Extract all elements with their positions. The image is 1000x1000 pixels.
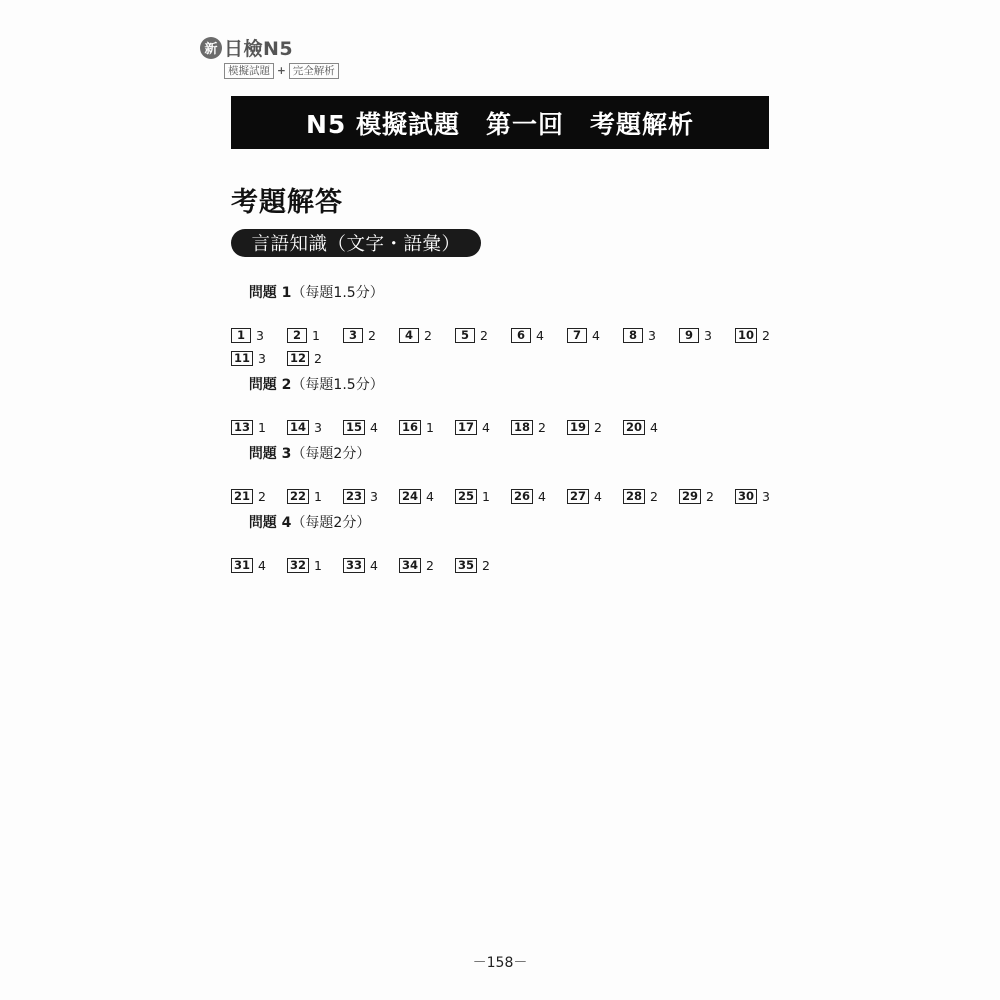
question-number-box: 16 (399, 420, 421, 435)
answer-value: 2 (314, 351, 322, 366)
answer-item (343, 324, 399, 347)
answer-value: 1 (314, 558, 322, 573)
answer-value: 3 (258, 351, 266, 366)
answer-value: 2 (594, 420, 602, 435)
subtitle-right: 完全解析 (289, 63, 339, 79)
question-number-box: 3 (343, 328, 363, 343)
answer-value: 4 (258, 558, 266, 573)
question-number-box: 28 (623, 489, 645, 504)
answer-value: 4 (536, 328, 544, 343)
question-number-box: 26 (511, 489, 533, 504)
question-number-box: 1 (231, 328, 251, 343)
question-number-box: 30 (735, 489, 757, 504)
answer-item (679, 324, 735, 347)
question-number-box: 34 (399, 558, 421, 573)
new-badge-icon: 新 (200, 37, 222, 59)
answer-value: 2 (258, 489, 266, 504)
question-number-box: 4 (399, 328, 419, 343)
question-group-header (231, 358, 791, 412)
question-number-box: 15 (343, 420, 365, 435)
answer-value: 2 (368, 328, 376, 343)
question-group-points: （每題2分） (291, 515, 371, 531)
question-number-box: 12 (287, 351, 309, 366)
question-number-box: 2 (287, 328, 307, 343)
answer-list (231, 554, 791, 577)
section-title: 考題解答 (231, 187, 343, 218)
category-pill (231, 229, 481, 257)
question-number-box: 21 (231, 489, 253, 504)
answer-value: 1 (258, 420, 266, 435)
question-number-box: 5 (455, 328, 475, 343)
answer-value: 4 (482, 420, 490, 435)
answer-value: 1 (314, 489, 322, 504)
question-group-label: 問題 3 (248, 446, 292, 462)
question-group-label: 問題 1 (248, 285, 292, 301)
answer-item (287, 324, 343, 347)
answer-value: 4 (650, 420, 658, 435)
answer-value: 3 (762, 489, 770, 504)
answer-value: 2 (426, 558, 434, 573)
question-number-box: 25 (455, 489, 477, 504)
answer-value: 2 (480, 328, 488, 343)
question-number-box: 23 (343, 489, 365, 504)
question-number-box: 33 (343, 558, 365, 573)
answer-value: 4 (370, 420, 378, 435)
answer-value: 2 (706, 489, 714, 504)
question-number-box: 18 (511, 420, 533, 435)
question-group-points: （每題1.5分） (291, 285, 384, 301)
answer-value: 1 (312, 328, 320, 343)
book-subtitle (224, 63, 339, 79)
question-group-header (231, 496, 791, 550)
answer-value: 4 (370, 558, 378, 573)
question-group-header (231, 427, 791, 481)
category-label: 言語知識（文字・語彙） (251, 234, 461, 255)
answer-value: 1 (426, 420, 434, 435)
subtitle-plus: + (277, 65, 286, 77)
answer-item (567, 324, 623, 347)
answer-item (735, 324, 791, 347)
question-number-box: 7 (567, 328, 587, 343)
question-number-box: 6 (511, 328, 531, 343)
answer-value: 3 (648, 328, 656, 343)
answer-value: 2 (538, 420, 546, 435)
answer-item (399, 324, 455, 347)
answer-value: 3 (370, 489, 378, 504)
question-number-box: 14 (287, 420, 309, 435)
question-number-box: 17 (455, 420, 477, 435)
answer-item (455, 554, 511, 577)
chapter-banner (231, 96, 769, 149)
answer-item (455, 324, 511, 347)
answer-item (231, 324, 287, 347)
book-logo (200, 34, 339, 79)
answer-value: 1 (482, 489, 490, 504)
question-number-box: 32 (287, 558, 309, 573)
question-number-box: 35 (455, 558, 477, 573)
answer-value: 3 (314, 420, 322, 435)
question-number-box: 10 (735, 328, 757, 343)
question-number-box: 8 (623, 328, 643, 343)
page-number: －158－ (472, 955, 528, 971)
question-number-box: 20 (623, 420, 645, 435)
question-group-header (231, 266, 791, 320)
question-group-4 (231, 496, 791, 577)
answer-item (287, 554, 343, 577)
answer-item (511, 324, 567, 347)
answer-value: 4 (538, 489, 546, 504)
question-group-label: 問題 2 (248, 377, 292, 393)
answer-value: 3 (256, 328, 264, 343)
answer-value: 4 (592, 328, 600, 343)
question-number-box: 24 (399, 489, 421, 504)
answer-item (623, 324, 679, 347)
question-number-box: 31 (231, 558, 253, 573)
question-group-points: （每題1.5分） (291, 377, 384, 393)
book-title: 日檢N5 (224, 38, 294, 60)
question-number-box: 9 (679, 328, 699, 343)
answer-value: 2 (482, 558, 490, 573)
answer-item (231, 554, 287, 577)
answer-value: 4 (426, 489, 434, 504)
subtitle-left: 模擬試題 (224, 63, 274, 79)
question-number-box: 22 (287, 489, 309, 504)
question-number-box: 27 (567, 489, 589, 504)
answer-value: 2 (762, 328, 770, 343)
question-group-points: （每題2分） (291, 446, 371, 462)
question-number-box: 13 (231, 420, 253, 435)
answer-value: 2 (424, 328, 432, 343)
answer-item (399, 554, 455, 577)
question-group-label: 問題 4 (248, 515, 292, 531)
question-group-1 (231, 266, 791, 370)
question-number-box: 11 (231, 351, 253, 366)
question-number-box: 29 (679, 489, 701, 504)
answer-item (343, 554, 399, 577)
answer-value: 4 (594, 489, 602, 504)
banner-title: N5 模擬試題 第一回 考題解析 (305, 109, 695, 139)
question-number-box: 19 (567, 420, 589, 435)
answer-value: 3 (704, 328, 712, 343)
answer-value: 2 (650, 489, 658, 504)
